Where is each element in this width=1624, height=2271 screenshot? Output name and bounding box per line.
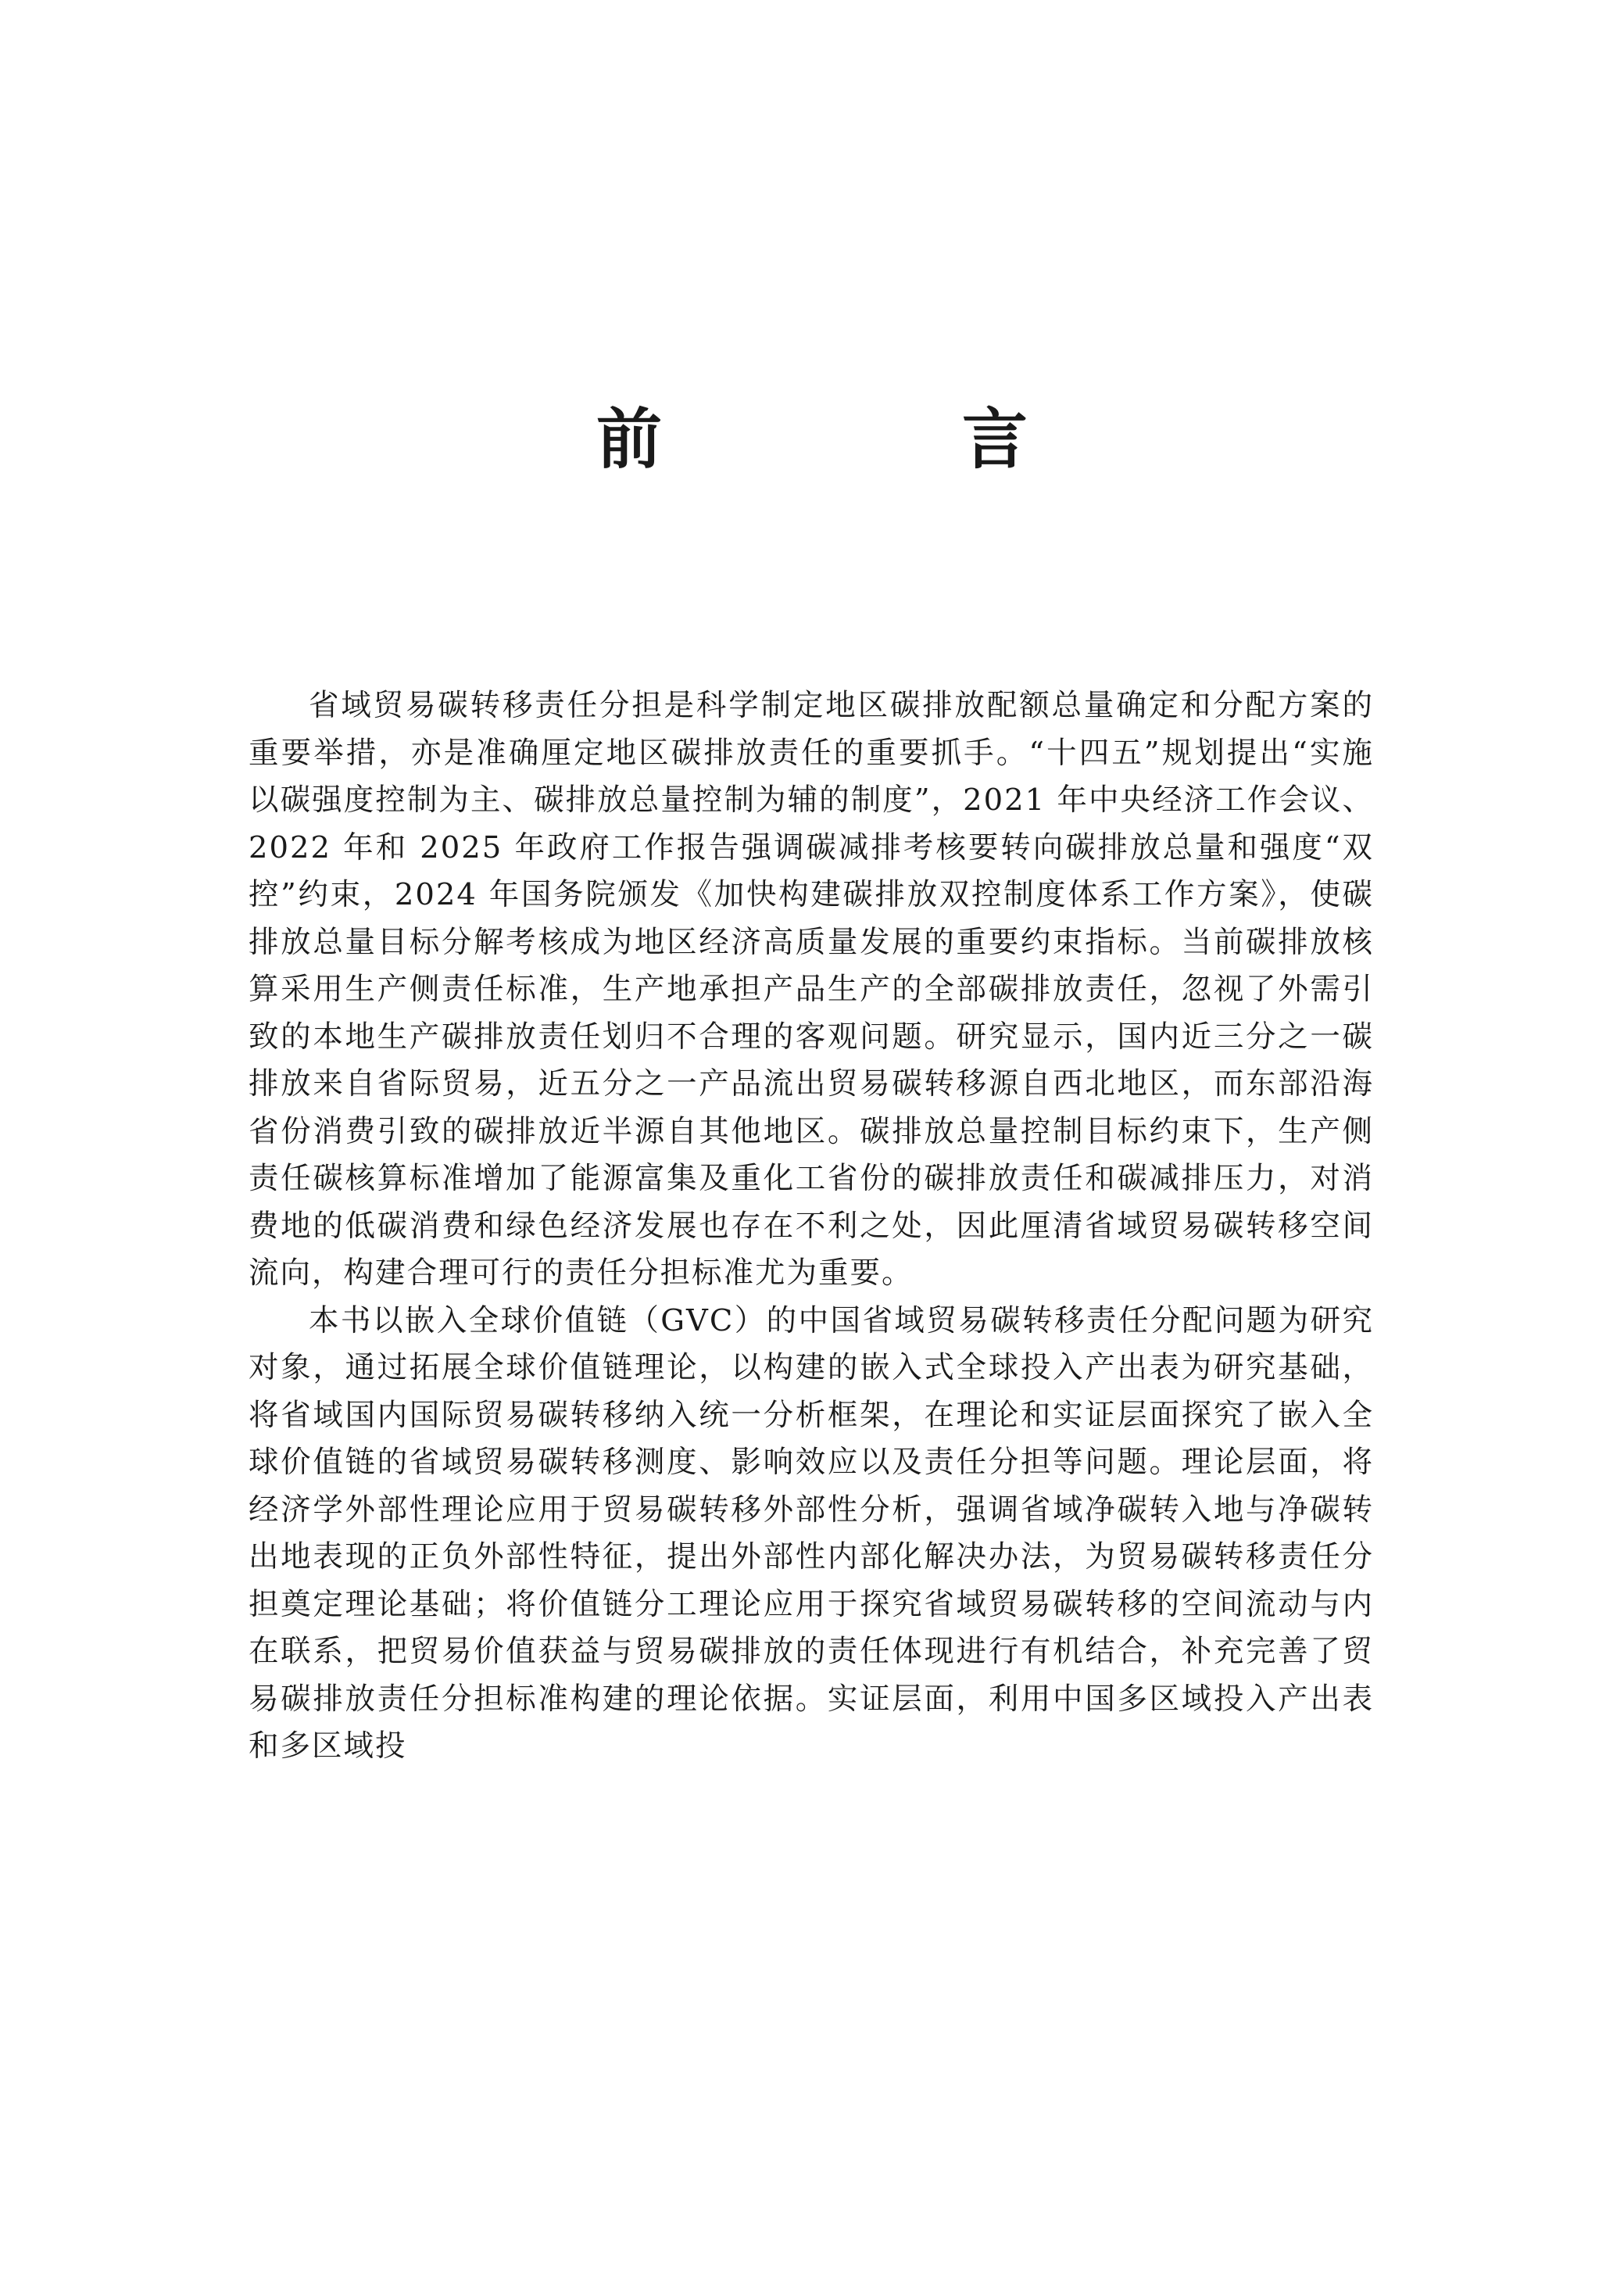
body-text <box>249 682 1374 1771</box>
paragraph-1: 省域贸易碳转移责任分担是科学制定地区碳排放配额总量确定和分配方案的重要举措，亦是准确厘定地区碳排放责任的重要抓手。“十四五”规划提出“实施以碳强度控制为主、碳排放总量控制为辅的制度”，2021 年中央经济工作会议、2022 年和 2025 年政府工作报告强调碳减排考核要转向碳排放总量和强度“双控”约束，2024 年国务院颁发《加快构建碳排放双控制度体系工作方案》，使碳排放总量目标分解考核成为地区经济高质量发展的重要约束指标。当前碳排放核算采用生产侧责任标准，生产地承担产品生产的全部碳排放责任，忽视了外需引致的本地生产碳排放责任划归不合理的客观问题。研究显示，国内近三分之一碳排放来自省际贸易，近五分之一产品流出贸易碳转移源自西北地区，而东部沿海省份消费引致的碳排放近半源自其他地区。碳排放总量控制目标约束下，生产侧责任碳核算标准增加了能源富集及重化工省份的碳排放责任和碳减排压力，对消费地的低碳消费和绿色经济发展也存在不利之处，因此厘清省域贸易碳转移空间流向，构建合理可行的责任分担标准尤为重要。 <box>249 688 1374 1291</box>
page-title: 前 言 <box>596 400 1145 478</box>
paragraph-2: 本书以嵌入全球价值链（GVC）的中国省域贸易碳转移责任分配问题为研究对象，通过拓展全球价值链理论，以构建的嵌入式全球投入产出表为研究基础，将省域国内国际贸易碳转移纳入统一分析框架，在理论和实证层面探究了嵌入全球价值链的省域贸易碳转移测度、影响效应以及责任分担等问题。理论层面，将经济学外部性理论应用于贸易碳转移外部性分析，强调省域净碳转入地与净碳转出地表现的正负外部性特征，提出外部性内部化解决办法，为贸易碳转移责任分担奠定理论基础；将价值链分工理论应用于探究省域贸易碳转移的空间流动与内在联系，把贸易价值获益与贸易碳排放的责任体现进行有机结合，补充完善了贸易碳排放责任分担标准构建的理论依据。实证层面，利用中国多区域投入产出表和多区域投 <box>249 1302 1374 1764</box>
